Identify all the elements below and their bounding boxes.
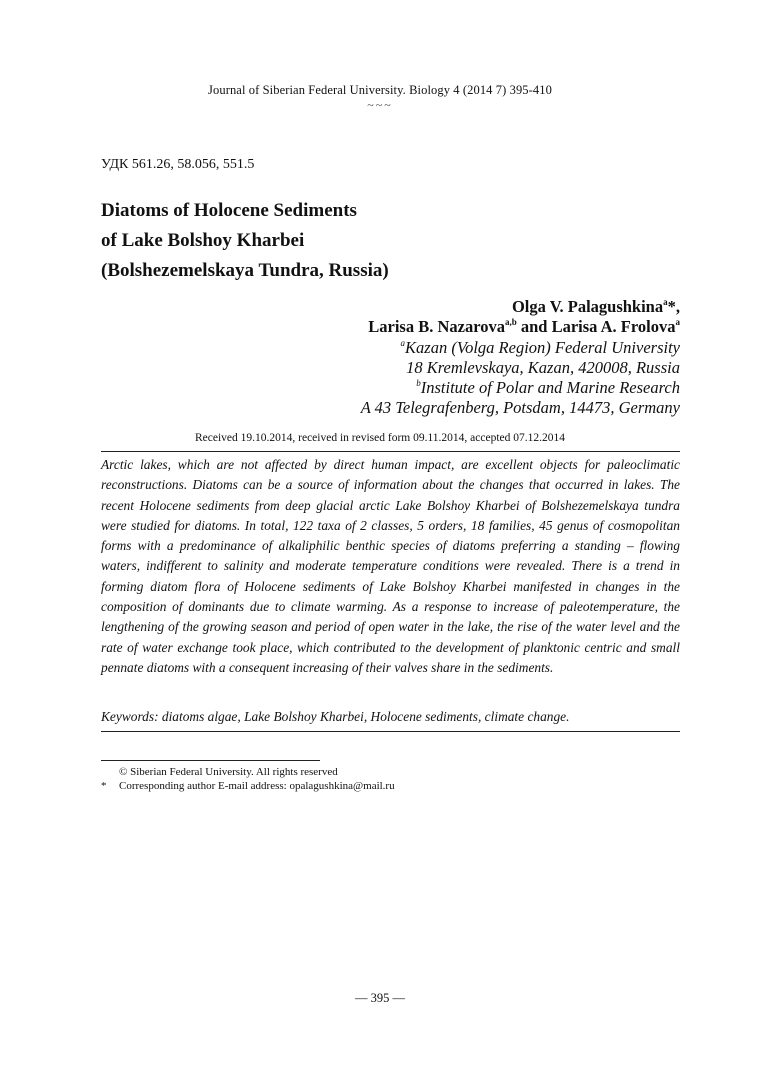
affiliation-b-name — [361, 378, 680, 398]
affiliation-b-sup: b — [416, 378, 421, 388]
footnote-corresponding — [101, 779, 395, 793]
author-1-affil-sup: a — [663, 297, 668, 307]
affiliation-b-text: Institute of Polar and Marine Research — [420, 378, 680, 397]
footnote-copyright-text: © Siberian Federal University. All rights reserved — [119, 766, 338, 778]
authors-block — [368, 297, 680, 337]
author-line-2 — [368, 317, 680, 337]
author-3-affil-sup: a — [675, 317, 680, 327]
author-line-1 — [368, 297, 680, 317]
footnote-rule — [101, 760, 320, 761]
affiliation-b-address: A 43 Telegrafenberg, Potsdam, 14473, Germany — [360, 398, 680, 417]
abstract-text: Arctic lakes, which are not affected by direct human impact, are excellent objects for paleoclimatic reconstructions. Diatoms can be a source of information about the changes that occurred in lakes. The recent Holocene sediments from deep glacial arctic Lake Bolshoy Kharbei of Bolshezemelskaya tundra were studied for diatoms. In total, 122 taxa of 2 classes, 5 orders, 18 families, 45 genus of cosmopolitan forms with a predominance of alkaliphilic benthic species of diatoms preferring a standing – flowing waters, indifferent to salinity and moderate temperature conditions were revealed. There is a trend in forming diatom flora of Holocene sediments of Lake Bolshoy Kharbei manifested in changes in the composition of dominants due to climate warming. As a response to increase of paleotemperature, the lengthening of the growing season and period of open water in the lake, the rise of the water level and the rate of water exchange took place, which contributed to the development of planktonic centric and small pennate diatoms with a consequent increasing of their valves share in the sediments. — [101, 457, 680, 675]
title-line-3: (Bolshezemelskaya Tundra, Russia) — [101, 260, 389, 281]
abstract-bottom-rule — [101, 731, 680, 732]
footnote-copyright — [101, 765, 395, 779]
affiliation-a-sup: a — [400, 338, 406, 348]
author-frolova: Larisa A. Frolova — [551, 317, 676, 336]
author-2-affil-sup: a,b — [504, 317, 517, 327]
affiliation-a-name — [361, 338, 680, 358]
footnotes-block — [101, 765, 395, 793]
journal-header: Journal of Siberian Federal University. Biology 4 (2014 7) 395-410 — [208, 83, 552, 97]
udc-code: УДК 561.26, 58.056, 551.5 — [101, 157, 255, 172]
title-line-1: Diatoms of Holocene Sediments — [101, 200, 357, 221]
author-1-suffix: *, — [667, 297, 680, 316]
page-number: — 395 — — [355, 991, 405, 1005]
article-title — [101, 196, 389, 286]
title-line-2: of Lake Bolshoy Kharbei — [101, 230, 305, 251]
footnote-corresponding-text: Corresponding author E-mail address: opalagushkina@mail.ru — [119, 780, 395, 792]
affiliation-a-address: 18 Kremlevskaya, Kazan, 420008, Russia — [406, 358, 680, 377]
author-conjunction: and — [516, 317, 552, 336]
keywords: Keywords: diatoms algae, Lake Bolshoy Kharbei, Holocene sediments, climate change. — [101, 709, 570, 724]
abstract-top-rule — [101, 451, 680, 452]
affiliations-block — [361, 338, 680, 418]
received-dates: Received 19.10.2014, received in revised form 09.11.2014, accepted 07.12.2014 — [194, 432, 566, 444]
affiliation-a-text: Kazan (Volga Region) Federal University — [405, 338, 680, 357]
author-palagushkina: Olga V. Palagushkina — [511, 297, 664, 316]
header-ornament: ~~~ — [367, 98, 393, 112]
author-nazarova: Larisa B. Nazarova — [368, 317, 505, 336]
footnote-asterisk: * — [101, 780, 107, 792]
